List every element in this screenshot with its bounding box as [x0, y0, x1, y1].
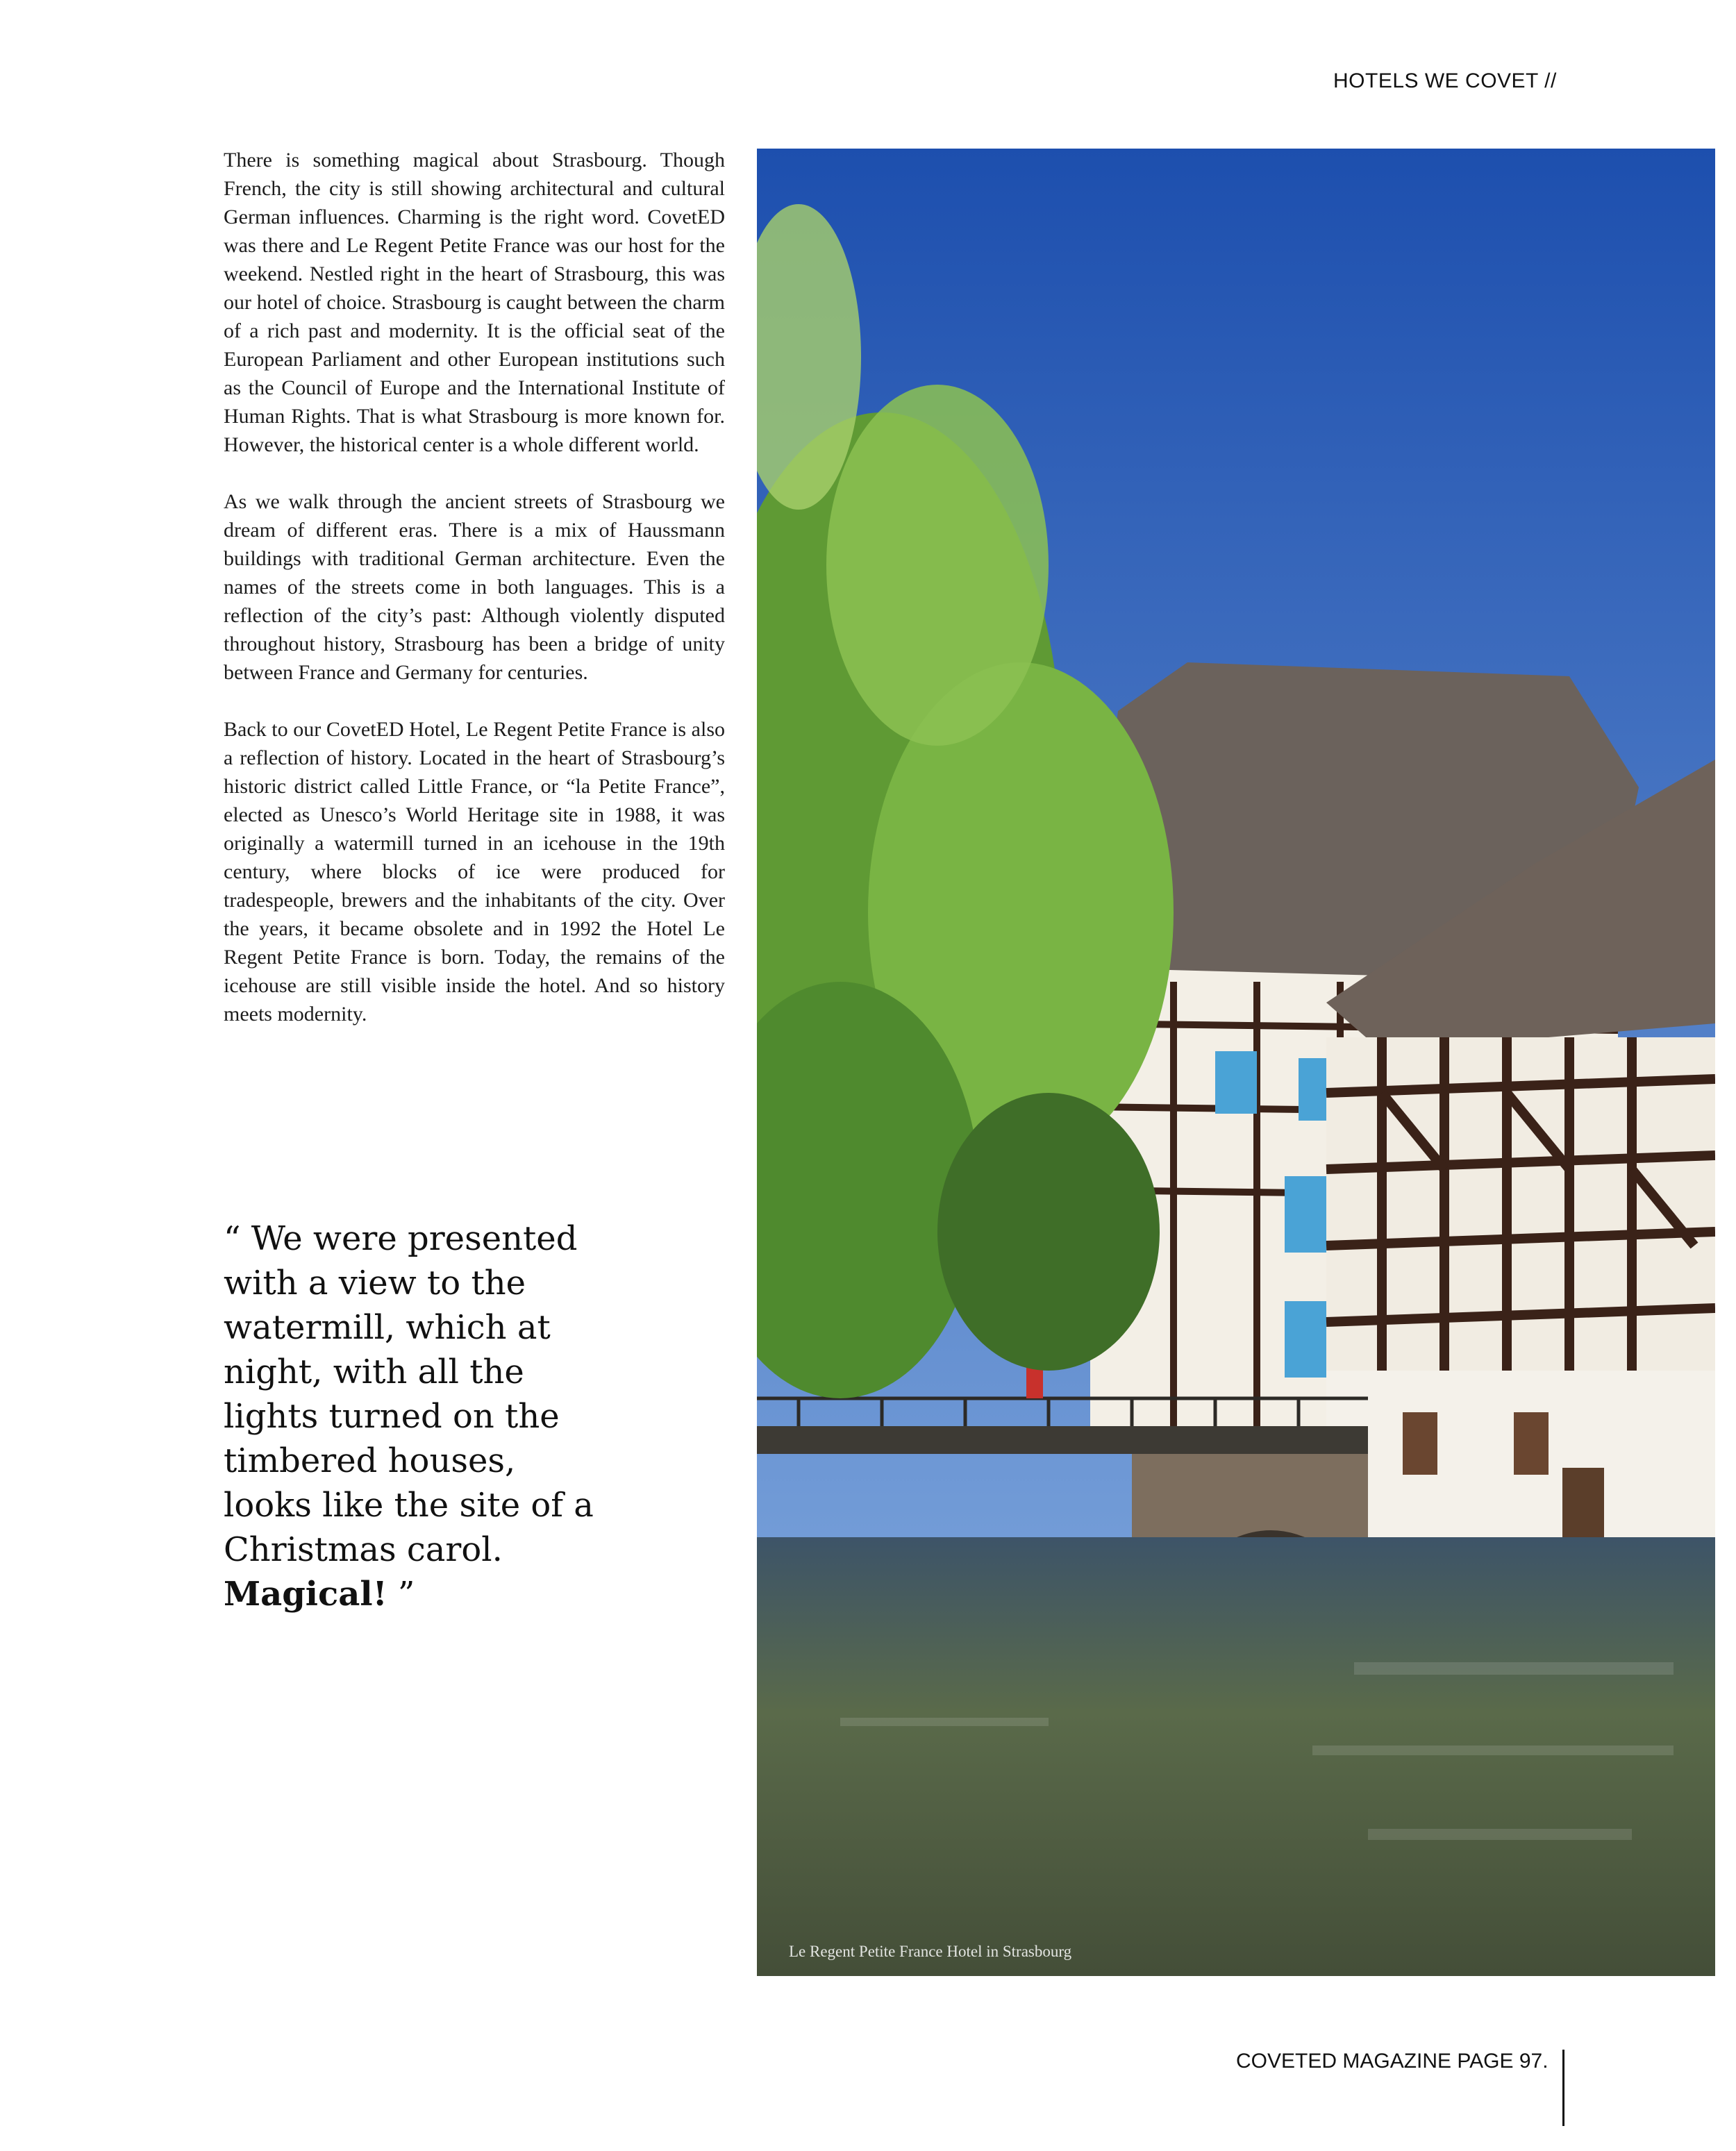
section-header: HOTELS WE COVET // — [1333, 69, 1557, 92]
article-body — [224, 146, 725, 1028]
pull-quote-text: “ We were presented with a view to the watermill, which at night, with all the lights turned on the timbered houses, looks like the site of a Christmas carol. — [224, 1219, 594, 1569]
pull-quote-emphasis: Magical! — [224, 1575, 387, 1614]
pull-quote — [224, 1216, 612, 1616]
photo-caption: Le Regent Petite France Hotel in Strasbourg — [789, 1943, 1072, 1960]
pull-quote-closing: ” — [387, 1575, 415, 1614]
article-paragraph: Back to our CovetED Hotel, Le Regent Petite France is also a reflection of history. Located in the heart of Strasbourg’s historic district called Little France, or “la Petite France”, elected as Unesco’s World Heritage site in 1988, it was originally a watermill turned in an icehouse in the 19th century, where blocks of ice were produced for tradespeople, brewers and the inhabitants of the city. Over the years, it became obsolete and in 1992 the Hotel Le Regent Petite France is born. Today, the remains of the icehouse are still visible inside the hotel. And so history meets modernity. — [224, 718, 725, 1026]
footer-divider — [1562, 2050, 1564, 2126]
hotel-photo-illustration — [757, 149, 1715, 1976]
article-paragraph: There is something magical about Strasbourg. Though French, the city is still showing architectural and cultural German influences. Charming is the right word. CovetED was there and Le Regent Petite France was our host for the weekend. Nestled right in the heart of Strasbourg, this was our hotel of choice. Strasbourg is caught between the charm of a rich past and modernity. It is the official seat of the European Parliament and other European institutions such as the Council of Europe and the International Institute of Human Rights. That is what Strasbourg is more known for. However, the historical center is a whole different world. — [224, 149, 725, 456]
page-footer: COVETED MAGAZINE PAGE 97. — [1236, 2050, 1549, 2073]
article-paragraph: As we walk through the ancient streets of Strasbourg we dream of different eras. There is a mix of Haussmann buildings with traditional German architecture. Even the names of the streets come in both languages. This is a reflection of the city’s past: Although violently disputed throughout history, Strasbourg has been a bridge of unity between France and Germany for centuries. — [224, 490, 725, 684]
canal-water — [757, 1537, 1715, 1976]
hotel-photo — [757, 149, 1715, 1976]
